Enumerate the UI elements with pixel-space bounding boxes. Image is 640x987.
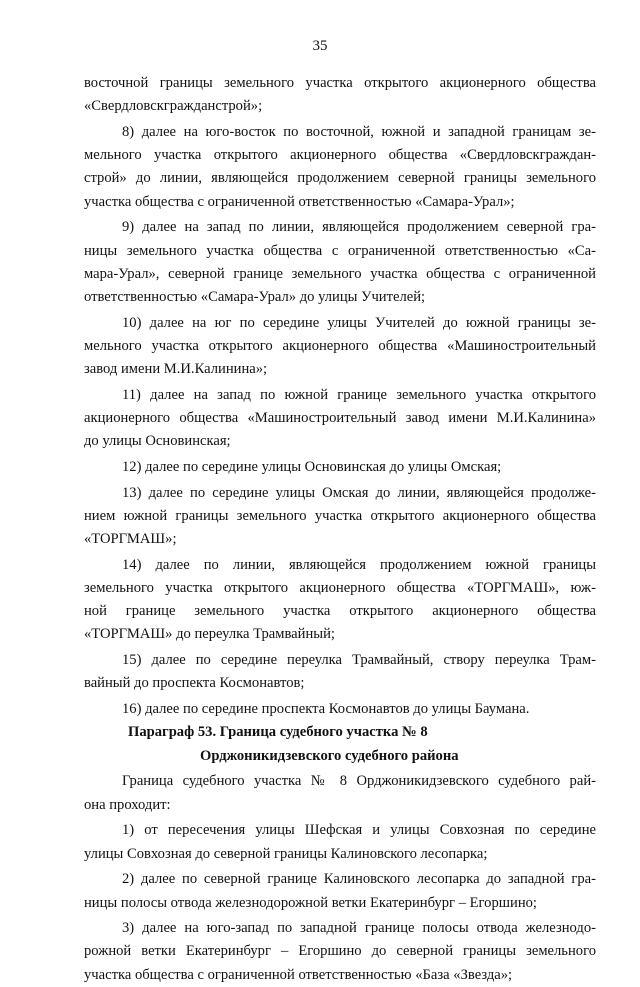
text-line: ответственностью «Самара-Урал» до улицы Учителей; bbox=[84, 288, 426, 305]
text-line: 16) далее по середине проспекта Космонавтов до улицы Баумана. bbox=[122, 701, 530, 718]
text-line: 1) от пересечения улицы Шефская и улицы Совхозная по середине bbox=[122, 822, 596, 839]
document-body bbox=[84, 72, 596, 987]
text-line: завод имени М.И.Калинина»; bbox=[84, 361, 268, 378]
text-line: акционерного общества «Машиностроительный завод имени М.И.Калинина» bbox=[84, 410, 596, 426]
text-line: 11) далее на запад по южной границе земельного участка открытого bbox=[122, 386, 596, 403]
section-heading-subtitle: Орджоникидзевского судебного района bbox=[200, 747, 459, 764]
text-line: вайный до проспекта Космонавтов; bbox=[84, 675, 305, 692]
text-line: 10) далее на юг по середине улицы Учителей до южной границы зе- bbox=[122, 314, 596, 331]
text-line: строй» до линии, являющейся продолжением северной границы земельного bbox=[84, 170, 596, 187]
text-line: до улицы Основинская; bbox=[84, 433, 231, 450]
text-line: земельного участка открытого акционерного общества «ТОРГМАШ», юж- bbox=[84, 580, 596, 597]
text-line: ницы полосы отвода железнодорожной ветки Екатеринбург – Егоршино; bbox=[84, 894, 537, 911]
section-heading: Параграф 53. Граница судебного участка № 8 bbox=[128, 724, 428, 741]
text-line: 12) далее по середине улицы Основинская до улицы Омская; bbox=[122, 458, 502, 475]
text-line: участка общества с ограниченной ответственностью «База «Звезда»; bbox=[84, 966, 513, 983]
text-line: 2) далее по северной границе Калиновского лесопарка до западной гра- bbox=[122, 871, 596, 888]
text-line: нием южной границы земельного участка открытого акционерного общества bbox=[84, 507, 596, 524]
text-line: улицы Совхозная до северной границы Калиновского лесопарка; bbox=[84, 845, 488, 862]
text-line: мельного участка открытого акционерного общества «Свердловскграждан- bbox=[84, 147, 596, 164]
text-line: восточной границы земельного участка открытого акционерного общества bbox=[84, 75, 596, 91]
text-line: «Свердловскгражданстрой»; bbox=[84, 98, 263, 115]
text-line: ной границе земельного участка открытого акционерного общества bbox=[84, 603, 596, 620]
text-line: «ТОРГМАШ» до переулка Трамвайный; bbox=[84, 626, 335, 643]
text-line: мельного участка открытого акционерного общества «Машиностроительный bbox=[84, 337, 596, 354]
text-line: 13) далее по середине улицы Омская до линии, являющейся продолже- bbox=[122, 484, 596, 501]
text-line: она проходит: bbox=[84, 796, 171, 813]
text-line: 8) далее на юго-восток по восточной, южной и западной границам зе- bbox=[122, 123, 596, 140]
page-number: 35 bbox=[312, 38, 328, 54]
text-line: 3) далее на юго-запад по западной границе полосы отвода железнодо- bbox=[122, 920, 596, 937]
text-line: Граница судебного участка № 8 Орджоникидзевского судебного рай- bbox=[122, 773, 596, 790]
text-line: участка общества с ограниченной ответственностью «Самара-Урал»; bbox=[84, 193, 515, 210]
text-line: 9) далее на запад по линии, являющейся продолжением северной гра- bbox=[122, 219, 596, 236]
text-line: 15) далее по середине переулка Трамвайный, створу переулка Трам- bbox=[122, 652, 596, 669]
text-line: рожной ветки Екатеринбург – Егоршино до северной границы земельного bbox=[84, 943, 596, 960]
text-line: ницы земельного участка общества с ограниченной ответственностью «Са- bbox=[84, 242, 596, 259]
text-line: 14) далее по линии, являющейся продолжением южной границы bbox=[122, 556, 596, 573]
text-line: «ТОРГМАШ»; bbox=[84, 531, 177, 548]
text-line: мара-Урал», северной границе земельного участка общества с ограниченной bbox=[84, 265, 596, 282]
